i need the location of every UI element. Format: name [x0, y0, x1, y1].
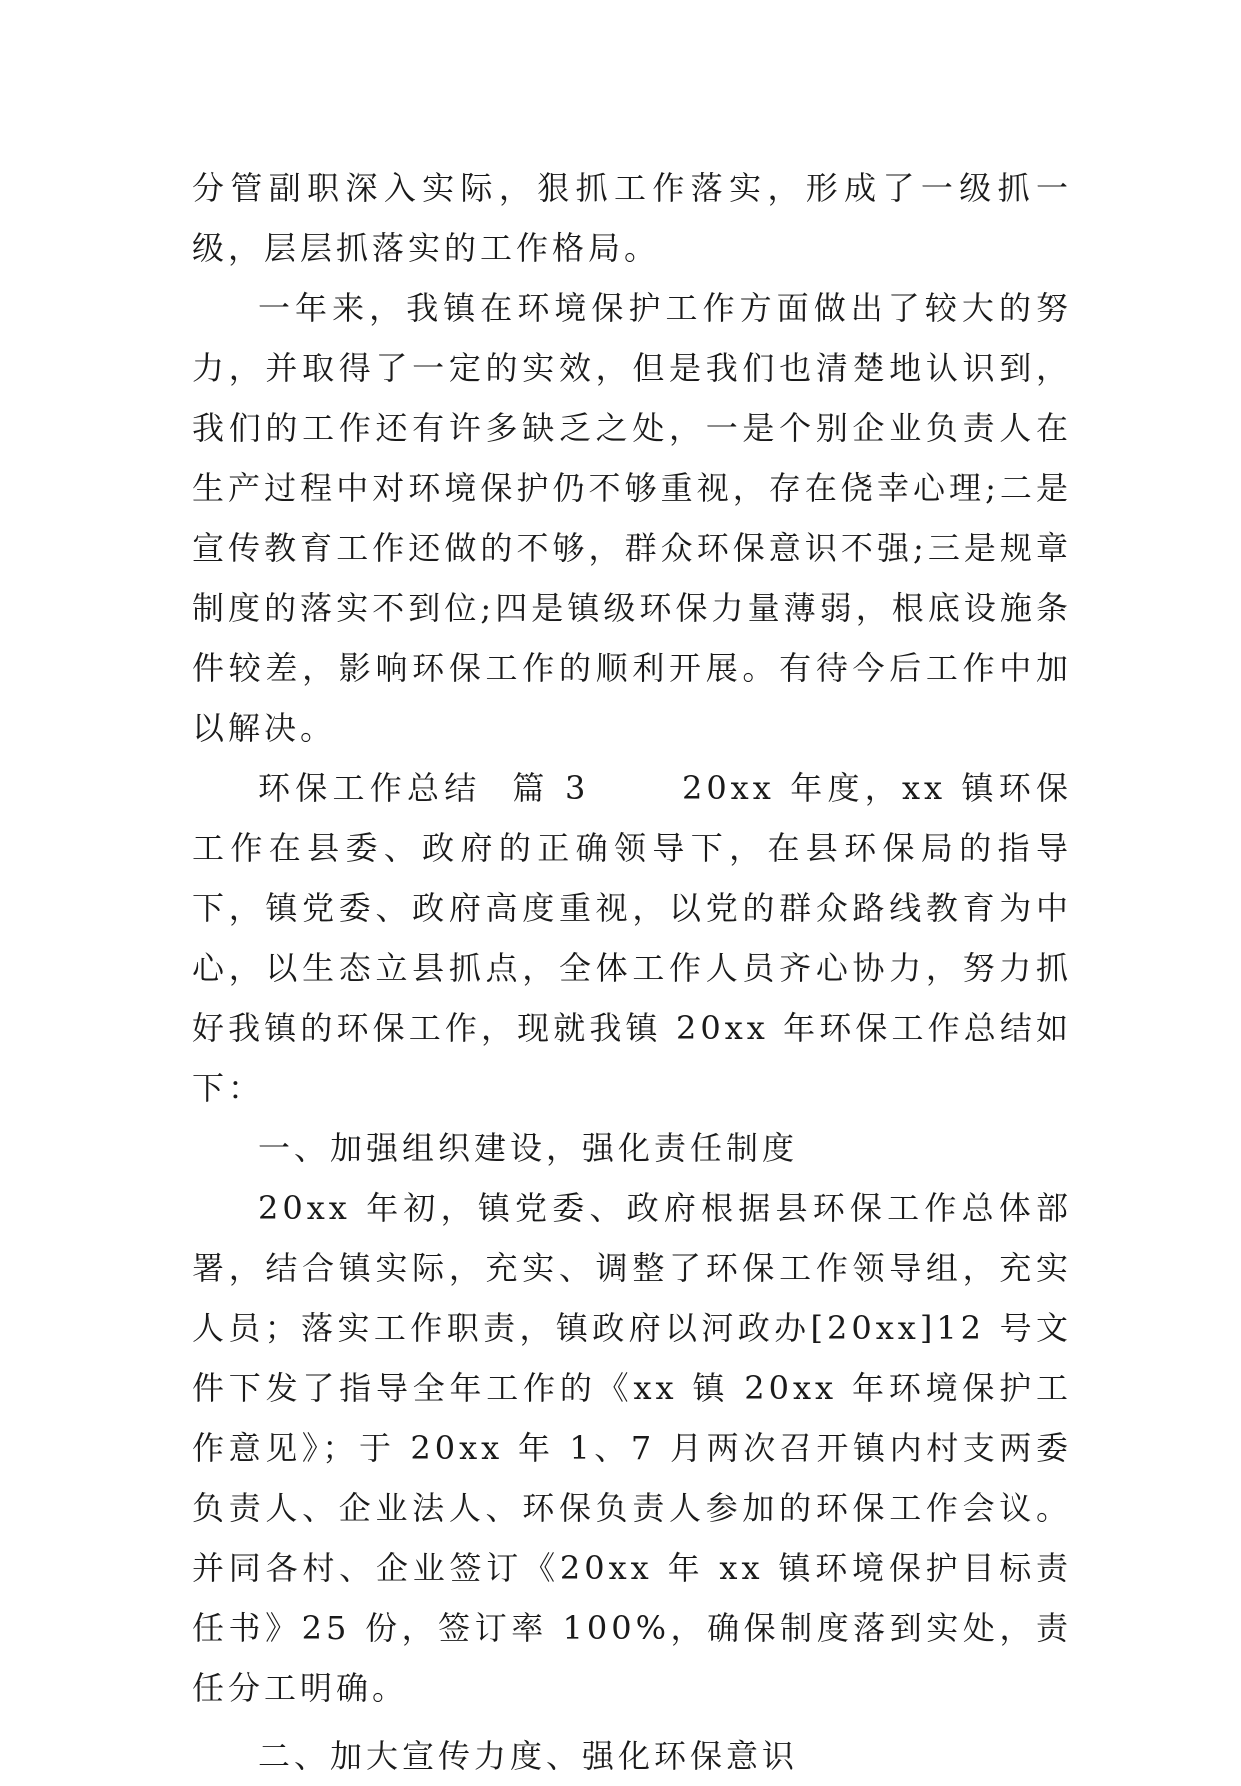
- document-body: [192, 158, 1072, 1786]
- paragraph: 分管副职深入实际，狠抓工作落实，形成了一级抓一级，层层抓落实的工作格局。: [192, 169, 1072, 267]
- section-heading: 二、加大宣传力度、强化环保意识: [258, 1737, 799, 1775]
- section-heading: 一、加强组织建设，强化责任制度: [258, 1129, 799, 1167]
- paragraph: 20xx 年初，镇党委、政府根据县环保工作总体部署，结合镇实际，充实、调整了环保工作领导组，充实人员；落实工作职责，镇政府以河政办[20xx]12 号文件下发了指导全年工作的《xx 镇 20xx 年环境保护工作意见》；于 20xx 年 1、7 月两次召开镇内村支两委负责人、企业法人、环保负责人参加的环保工作会议。并同各村、企业签订《20xx 年 xx 镇环境保护目标责任书》25 份，签订率 100%，确保制度落到实处，责任分工明确。: [192, 1189, 1072, 1707]
- paragraph: 一年来，我镇在环境保护工作方面做出了较大的努力，并取得了一定的实效，但是我们也清楚地认识到，我们的工作还有许多缺乏之处，一是个别企业负责人在生产过程中对环境保护仍不够重视，存在侥幸心理;二是宣传教育工作还做的不够，群众环保意识不强;三是规章制度的落实不到位;四是镇级环保力量薄弱，根底设施条件较差，影响环保工作的顺利开展。有待今后工作中加以解决。: [192, 289, 1072, 747]
- paragraph: 环保工作总结 篇 3 20xx 年度，xx 镇环保工作在县委、政府的正确领导下，在县环保局的指导下，镇党委、政府高度重视，以党的群众路线教育为中心，以生态立县抓点，全体工作人员齐心协力，努力抓好我镇的环保工作，现就我镇 20xx 年环保工作总结如下：: [192, 769, 1072, 1107]
